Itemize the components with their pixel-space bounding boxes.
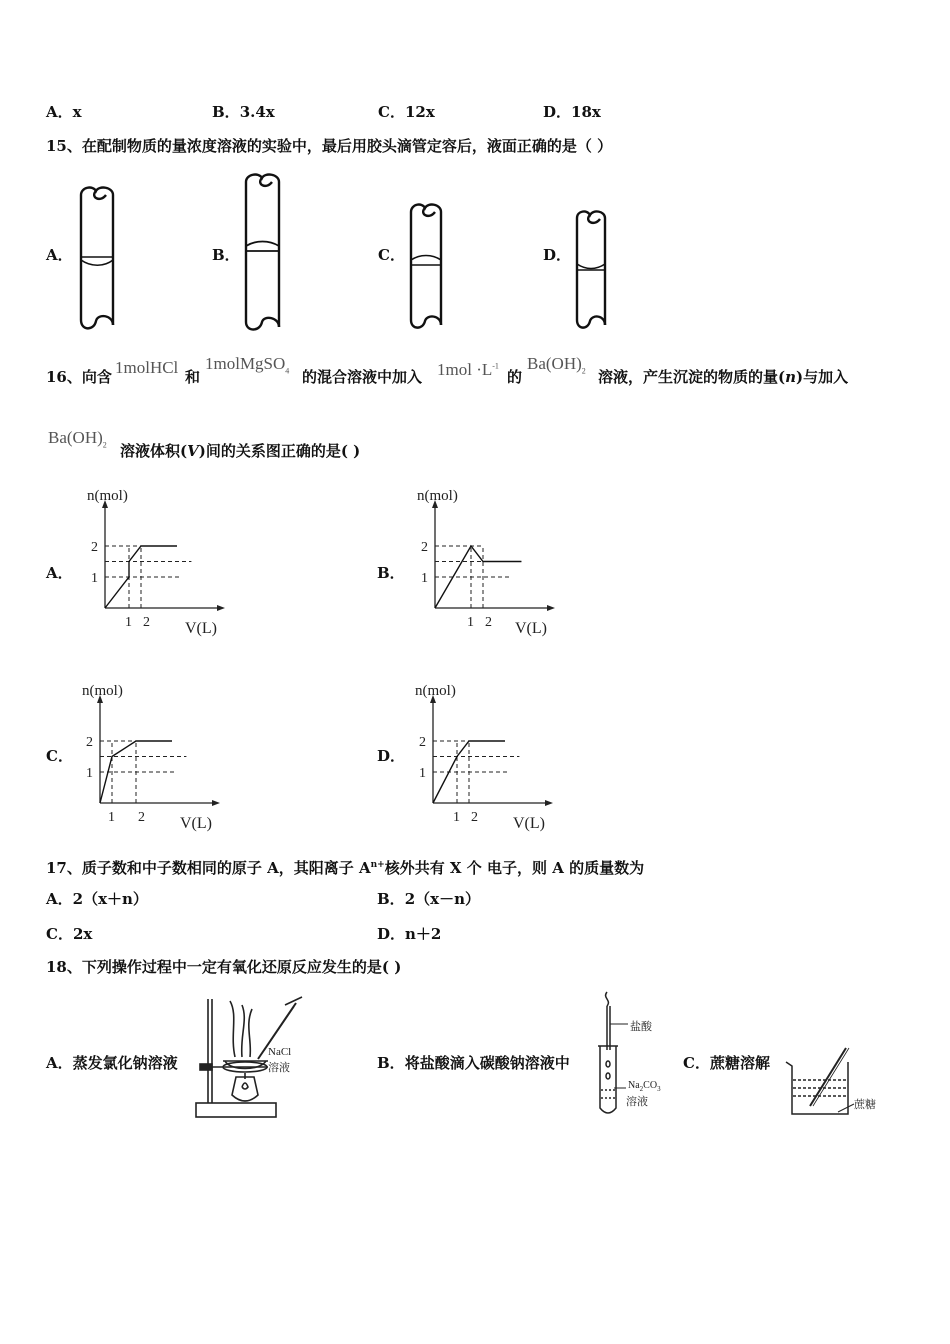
- fig-b-label-hcl: 盐酸: [630, 1021, 652, 1033]
- q17-stem: 17、质子数和中子数相同的原子 A，其阳离子 $A^{n+}$核外共有 X 个 电子，则 A 的质量数为: [46, 859, 645, 877]
- fig-a-label-solution: 溶液: [268, 1062, 290, 1074]
- flask-neck-c-figure: [406, 200, 446, 330]
- graph-c-y-label: n(mol): [82, 683, 123, 699]
- q17-option-b: B．2（x－n）: [377, 890, 480, 908]
- q16-end: 溶液，产生沉淀的物质的量(n)与加入: [598, 368, 849, 386]
- flask-neck-a-figure: [76, 185, 118, 330]
- graph-c: [75, 680, 225, 830]
- q15-option-c-label: C．: [378, 246, 405, 264]
- q18-option-c: C．蔗糖溶解: [683, 1054, 770, 1072]
- q16-formula-hcl: 1molHCl: [115, 358, 179, 377]
- graph-c-xtick-1: 1: [108, 810, 115, 825]
- graph-c-xtick-2: 2: [138, 810, 145, 825]
- beaker-stirring-figure: [780, 1040, 890, 1120]
- q18-option-b: B．将盐酸滴入碳酸钠溶液中: [377, 1054, 570, 1072]
- q16-option-c-label: C．: [46, 747, 73, 765]
- q16-de: 的: [507, 368, 523, 386]
- q16-mid: 的混合溶液中加入: [302, 368, 423, 386]
- fig-b-label-na2co3: $Na_2CO_3$: [628, 1080, 661, 1093]
- graph-b-y-label: n(mol): [417, 488, 458, 504]
- graph-d-xtick-1: 1: [453, 810, 460, 825]
- q15-option-d-label: D．: [543, 246, 572, 264]
- graph-b-xtick-1: 1: [467, 615, 474, 630]
- graph-a-xtick-2: 2: [143, 615, 150, 630]
- q16-option-d-label: D．: [377, 747, 406, 765]
- q16-formula-baoh2-line2: $Ba(OH)_2$: [48, 428, 107, 450]
- q17-option-c: C．2x: [46, 925, 93, 943]
- graph-d: [408, 680, 558, 830]
- graph-a-xtick-1: 1: [125, 615, 132, 630]
- q16-line2: 溶液体积(V)间的关系图正确的是( ): [120, 442, 361, 460]
- graph-a: [80, 485, 230, 635]
- graph-a-y-label: n(mol): [87, 488, 128, 504]
- graph-c-x-arrow: [212, 800, 220, 806]
- q14-option-b: B．3.4x: [212, 103, 275, 121]
- q17-option-d: D．n＋2: [377, 925, 442, 943]
- graph-d-y-label: n(mol): [415, 683, 456, 699]
- fig-a-label-nacl: NaCl: [268, 1046, 292, 1058]
- q16-formula-baoh2: $Ba(OH)_2$: [527, 354, 586, 376]
- graph-b: [410, 485, 560, 635]
- q16-num: 16、向含: [46, 368, 112, 386]
- graph-d-x-arrow: [545, 800, 553, 806]
- q15-stem: 15、在配制物质的量浓度溶液的实验中，最后用胶头滴管定容后，液面正确的是（ ）: [46, 137, 613, 155]
- q16-formula-mgso4: 1molMgSO$_4$: [205, 354, 290, 376]
- graph-a-x-arrow: [217, 605, 225, 611]
- graph-c-ytick-1: 1: [86, 766, 93, 781]
- evaporation-apparatus-figure: [190, 995, 310, 1125]
- graph-b-ytick-2: 2: [421, 540, 428, 555]
- q16-and: 和: [185, 368, 201, 386]
- graph-b-x-arrow: [547, 605, 555, 611]
- graph-d-ytick-2: 2: [419, 735, 426, 750]
- graph-d-xtick-2: 2: [471, 810, 478, 825]
- q16-option-b-label: B．: [377, 564, 405, 582]
- graph-d-x-label: V(L): [513, 815, 545, 832]
- graph-c-ytick-2: 2: [86, 735, 93, 750]
- graph-a-x-label: V(L): [185, 620, 217, 637]
- q16-option-a-label: A．: [46, 564, 73, 582]
- q15-option-b-label: B．: [212, 246, 240, 264]
- flask-neck-b-figure: [241, 172, 285, 332]
- q18-option-a: A．蒸发氯化钠溶液: [46, 1054, 178, 1072]
- fig-b-label-solution: 溶液: [626, 1096, 648, 1108]
- fig-c-label-sucrose: 蔗糖: [854, 1099, 876, 1111]
- flask-neck-d-figure: [572, 208, 612, 330]
- q14-option-d: D．18x: [543, 103, 601, 121]
- test-tube-dropper-figure: [590, 990, 680, 1120]
- q14-option-c: C．12x: [378, 103, 435, 121]
- graph-b-xtick-2: 2: [485, 615, 492, 630]
- graph-b-x-label: V(L): [515, 620, 547, 637]
- graph-a-ytick-2: 2: [91, 540, 98, 555]
- graph-a-ytick-1: 1: [91, 571, 98, 586]
- graph-d-ytick-1: 1: [419, 766, 426, 781]
- graph-c-x-label: V(L): [180, 815, 212, 832]
- q15-option-a-label: A．: [46, 246, 73, 264]
- q17-option-a: A．2（x＋n）: [46, 890, 148, 908]
- graph-b-ytick-1: 1: [421, 571, 428, 586]
- q16-formula-conc: $1mol \cdot L^{-1}$: [437, 360, 499, 379]
- q14-option-a: A．x: [46, 103, 82, 121]
- q18-stem: 18、下列操作过程中一定有氧化还原反应发生的是( ): [46, 958, 402, 976]
